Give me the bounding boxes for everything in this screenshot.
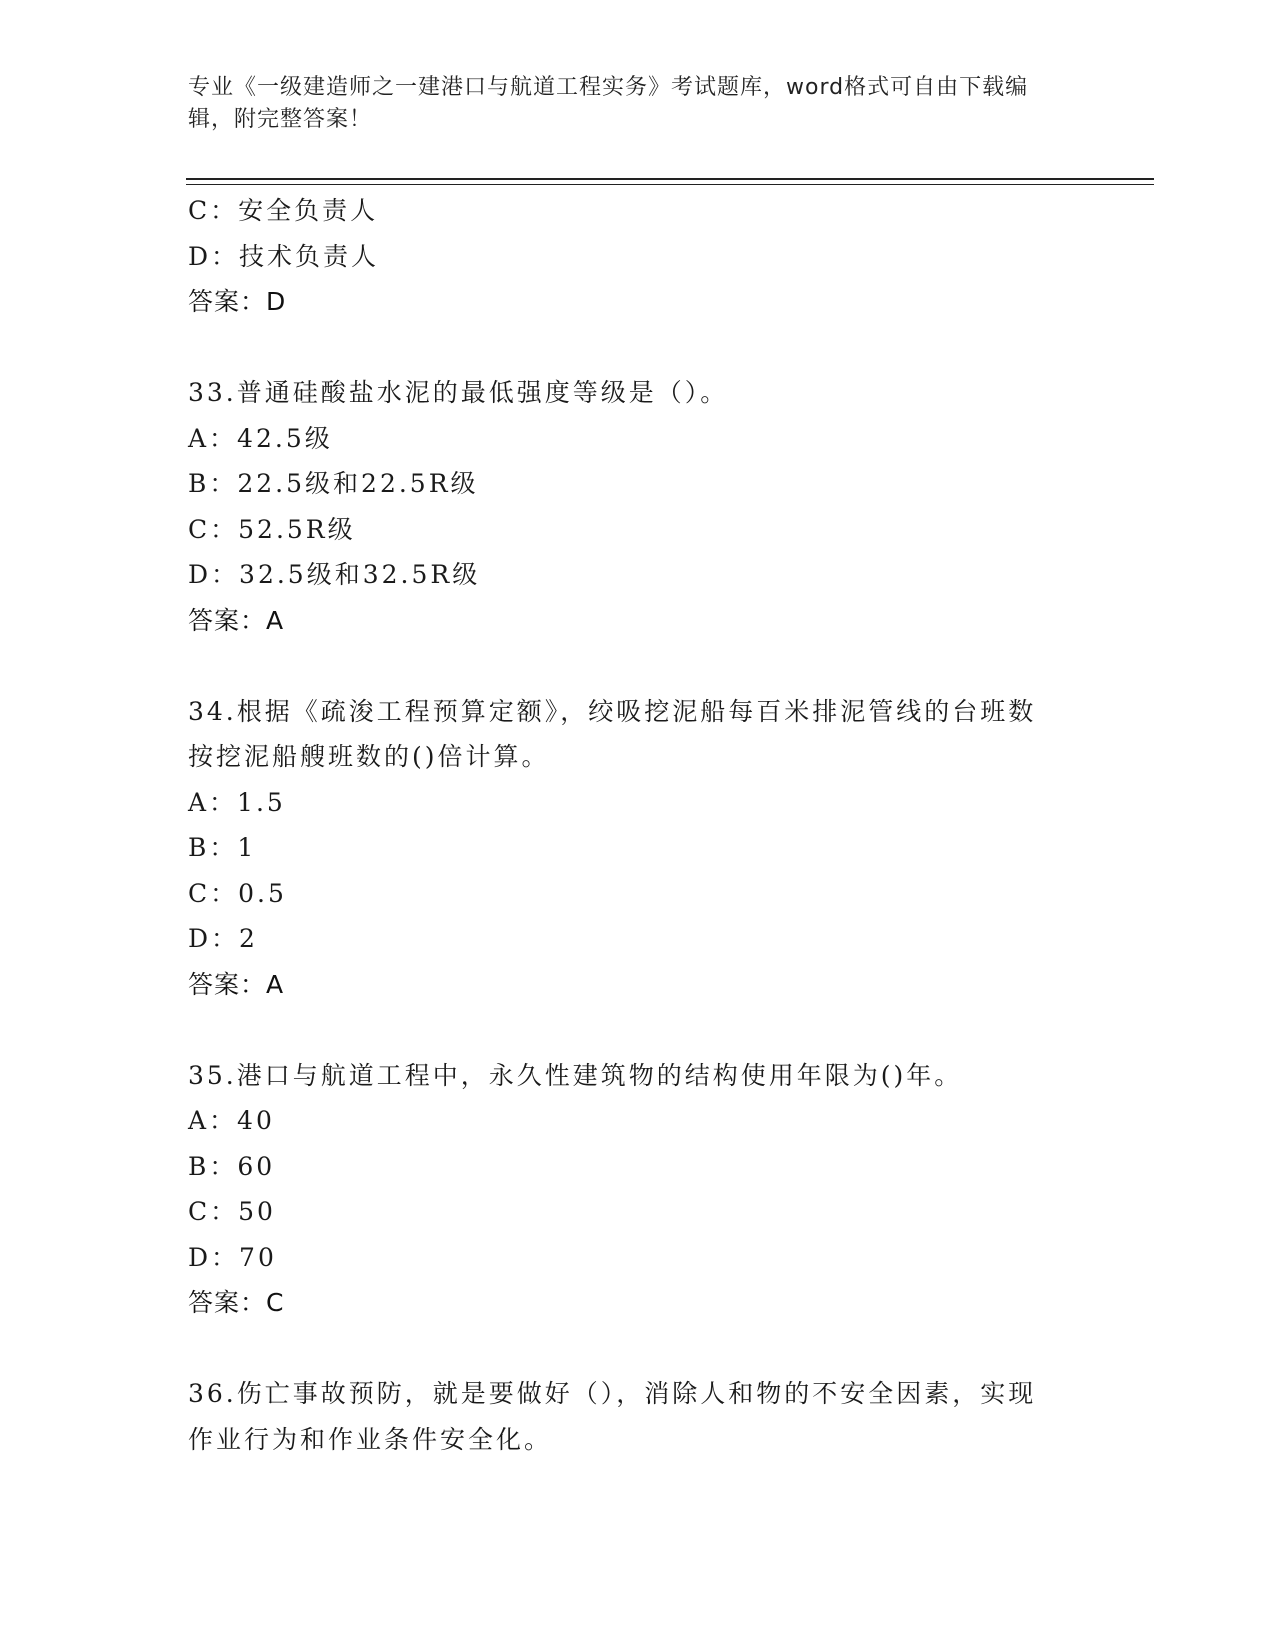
option-b: B：1 — [188, 833, 257, 862]
header-rule-thick — [186, 178, 1154, 180]
header-rule-thin — [186, 184, 1154, 185]
spacer — [188, 1007, 1088, 1053]
option-c: C：52.5R级 — [188, 514, 356, 544]
answer-label: 答案：D — [188, 287, 287, 316]
question-stem: 35.港口与航道工程中，永久性建筑物的结构使用年限为()年。 — [188, 1060, 963, 1090]
option-d: D：技术负责人 — [188, 241, 380, 271]
question-stem: 33.普通硅酸盐水泥的最低强度等级是（）。 — [188, 378, 729, 407]
question-34 — [188, 689, 1088, 1008]
question-stem-line-2: 按挖泥船艘班数的()倍计算。 — [188, 742, 550, 771]
question-33 — [188, 370, 1088, 643]
document-header: 专业《一级建造师之一建港口与航道工程实务》考试题库，word格式可自由下载编辑，附完整答案！ — [188, 75, 1029, 132]
question-36 — [188, 1371, 1088, 1462]
question-prev — [188, 188, 1088, 325]
question-stem-line-1: 34.根据《疏浚工程预算定额》，绞吸挖泥船每百米排泥管线的台班数 — [188, 696, 1037, 726]
option-d: D：2 — [188, 924, 258, 953]
question-list — [188, 188, 1088, 1462]
question-stem-line-1: 36.伤亡事故预防，就是要做好（），消除人和物的不安全因素，实现 — [188, 1379, 1037, 1408]
option-b: B：22.5级和22.5R级 — [188, 469, 479, 498]
option-d: D：32.5级和32.5R级 — [188, 560, 481, 589]
spacer — [188, 325, 1088, 371]
option-b: B：60 — [188, 1151, 276, 1181]
option-a: A：40 — [188, 1106, 275, 1135]
spacer — [188, 643, 1088, 689]
answer-label: 答案：C — [188, 1288, 285, 1317]
option-d: D：70 — [188, 1242, 277, 1272]
option-c: C：0.5 — [188, 878, 287, 908]
option-a: A：1.5 — [188, 787, 286, 817]
question-35 — [188, 1053, 1088, 1326]
spacer — [188, 1326, 1088, 1372]
option-c: C：50 — [188, 1197, 276, 1226]
option-c: C：安全负责人 — [188, 196, 379, 225]
answer-label: 答案：A — [188, 969, 285, 999]
question-stem-line-2: 作业行为和作业条件安全化。 — [188, 1424, 553, 1454]
option-a: A：42.5级 — [188, 423, 333, 453]
answer-label: 答案：A — [188, 605, 285, 635]
